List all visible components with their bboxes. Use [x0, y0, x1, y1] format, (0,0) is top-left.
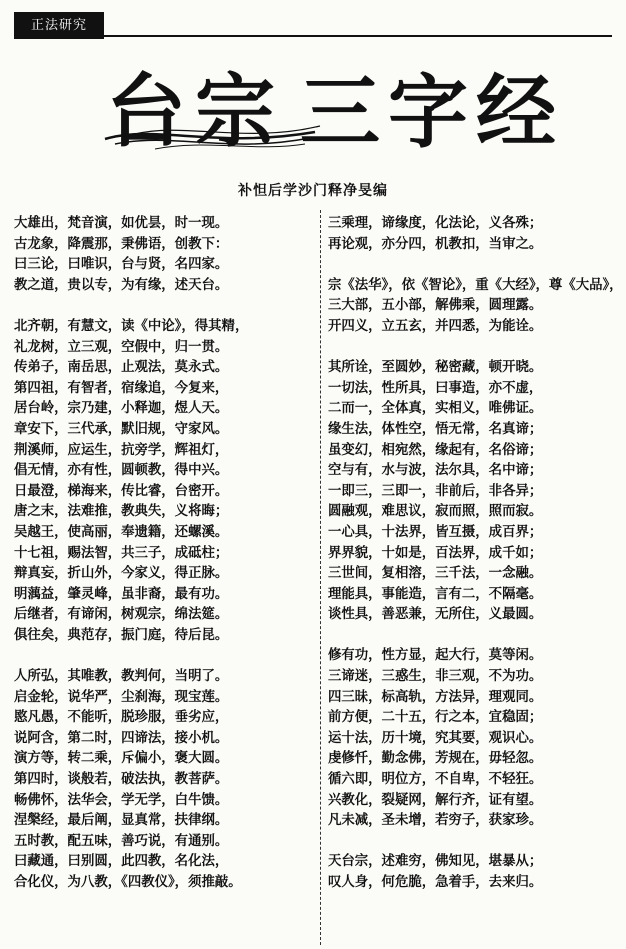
verse-line: 启金轮，说华严，尘刹海，现宝莲。 [14, 688, 229, 705]
verse-line [14, 645, 314, 666]
verse-line: 大雄出，梵音演，如优昙，时一现。 [14, 215, 229, 231]
verse-line: 十七祖，赐法智，共三子，成砥柱； [14, 544, 229, 561]
verse-line: 章安下，三代承，默旧规，守家风。 [14, 420, 229, 437]
verse-line: 涅槃经，最后阐，显真常，扶律纲。 [14, 812, 229, 829]
header-rule [104, 35, 612, 37]
verse-line [328, 625, 624, 646]
verse-line: 荆溪师，应运生，抗旁学，辉祖灯， [14, 441, 229, 458]
verse-line: 合化仪，为八教，《四教仪》，须推敲。 [14, 874, 242, 890]
verse-line: 三乘理，谛缘度，化法论，义各殊； [328, 215, 543, 231]
verse-line: 曰藏通，曰别圆，此四教，名化法， [14, 853, 229, 870]
verse-line: 循六即，明位方，不自卑，不轻狂。 [328, 771, 543, 788]
verse-line: 一心具，十法界，皆互摄，成百界； [328, 523, 543, 540]
verse-line: 开四义，立五玄，并四悉，为能诠。 [328, 317, 543, 334]
left-column-text [14, 213, 314, 893]
verse-line: 演方等，转二乘，斥偏小，褒大圆。 [14, 750, 229, 767]
verse-line: 界界貌，十如是，百法界，成千如； [328, 544, 543, 561]
verse-line [328, 831, 624, 852]
verse-line: 五时教，配五味，善巧说，有通别。 [14, 832, 229, 849]
verse-line: 居台岭，宗乃建，小释迦，煜人天。 [14, 400, 229, 417]
verse-line: 三世间，复相溶，三千法，一念融。 [328, 565, 543, 582]
verse-line [328, 254, 624, 275]
title-char-3: 三 [300, 65, 380, 159]
verse-line: 辩真妄，折山外，今家义，得正脉。 [14, 565, 229, 582]
verse-line: 日最澄，梯海来，传比睿，台密开。 [14, 482, 229, 499]
verse-line: 修有功，性方显，起大行，莫等闲。 [328, 647, 543, 664]
verse-line: 圆融观，难思议，寂而照，照而寂。 [328, 503, 543, 520]
verse-line: 凡未减，圣未增，若穷子，获家珍。 [328, 812, 543, 829]
verse-line: 第四祖，有智者，宿缘追，今复来， [14, 379, 229, 396]
verse-line: 倡无情，亦有性，圆顿教，得中兴。 [14, 462, 229, 479]
verse-line: 其所诠，至圆妙，秘密藏，顿开晓。 [328, 359, 543, 376]
title-char-5: 经 [476, 65, 556, 159]
title-char-2: 宗 [195, 65, 275, 158]
page-title [0, 54, 626, 164]
verse-line: 明蕅益，肇灵峰，虽非裔，最有功。 [14, 585, 229, 602]
verse-line: 说阿含，第二时，四谛法，接小机。 [14, 729, 229, 746]
verse-line: 唐之末，法难推，教典失，义将晦； [14, 503, 229, 520]
verse-line: 北齐朝，有慧文，读《中论》，得其精， [14, 317, 249, 334]
verse-line: 一即三，三即一，非前后，非各异； [328, 482, 543, 499]
verse-line: 后继者，有谛闲，树观宗，绵法筵。 [14, 606, 229, 623]
verse-line: 礼龙树，立三观，空假中，归一贯。 [14, 338, 229, 355]
verse-line: 吴越王，使高丽，奉遗籍，还螺溪。 [14, 523, 229, 540]
verse-line: 传弟子，南岳思，止观法，莫永式。 [14, 359, 229, 376]
verse-line: 人所弘，其唯教，教判何，当明了。 [14, 668, 229, 685]
title-char-4: 字 [388, 65, 468, 159]
verse-line: 虔修忏，勤念佛，芳规在，毋轻忽。 [328, 750, 543, 767]
verse-line: 教之道，贵以专，为有缘，述天台。 [14, 276, 229, 293]
right-column-text [328, 213, 624, 893]
verse-line: 第四时，谈般若，破法执，教菩萨。 [14, 771, 229, 788]
verse-line: 俱往矣，典范存，振门庭，待后昆。 [14, 626, 229, 643]
verse-line: 谈性具，善恶兼，无所住，义最圆。 [328, 606, 543, 623]
verse-line: 愍凡愚，不能听，脱珍服，垂劣应， [14, 709, 229, 726]
verse-line: 再论观，亦分四，机教扣，当审之。 [328, 235, 543, 252]
verse-line: 畅佛怀，法华会，学无学，白牛馈。 [14, 791, 229, 808]
verse-line: 三大部，五小部，解佛乘，圆理露。 [328, 297, 543, 314]
verse-line: 兴教化，裂疑网，解行齐，证有望。 [328, 791, 543, 808]
verse-line: 四三昧，标高轨，方法异，理观同。 [328, 688, 543, 705]
verse-line: 叹人身，何危脆，急着手，去来归。 [328, 874, 543, 890]
verse-line: 古龙象，降震那，秉佛语，创教下： [14, 235, 229, 252]
author-byline: 补怛后学沙门释净旻编 [238, 183, 388, 199]
title-char-1: 台 [106, 65, 186, 158]
verse-line [328, 337, 624, 358]
verse-line: 虽变幻，相宛然，缘起有，名俗谛； [328, 441, 543, 458]
column-divider [320, 210, 321, 945]
verse-line: 天台宗，述难穷，佛知见，堪暴从； [328, 853, 543, 870]
verse-line: 理能具，事能造，言有二，不隔毫。 [328, 585, 543, 602]
verse-line: 一切法，性所具，曰事造，亦不虚， [328, 379, 543, 396]
title-swoosh-decoration [95, 94, 325, 164]
verse-line: 运十法，历十境，究其要，观识心。 [328, 729, 543, 746]
verse-line: 宗《法华》，依《智论》，重《大经》，尊《大品》， [328, 276, 623, 293]
verse-line: 三谛迷，三惑生，非三观，不为功。 [328, 668, 543, 685]
section-tag: 正法研究 [14, 12, 104, 39]
verse-line: 前方便，二十五，行之本，宜稳固； [328, 709, 543, 726]
verse-line [14, 295, 314, 316]
verse-line: 空与有，水与波，法尔具，名中谛； [328, 462, 543, 479]
verse-line: 曰三论，曰唯识，台与贤，名四家。 [14, 256, 229, 273]
verse-line: 缘生法，体性空，悟无常，名真谛； [328, 420, 543, 437]
verse-line: 二而一，全体真，实相义，唯佛证。 [328, 400, 543, 417]
